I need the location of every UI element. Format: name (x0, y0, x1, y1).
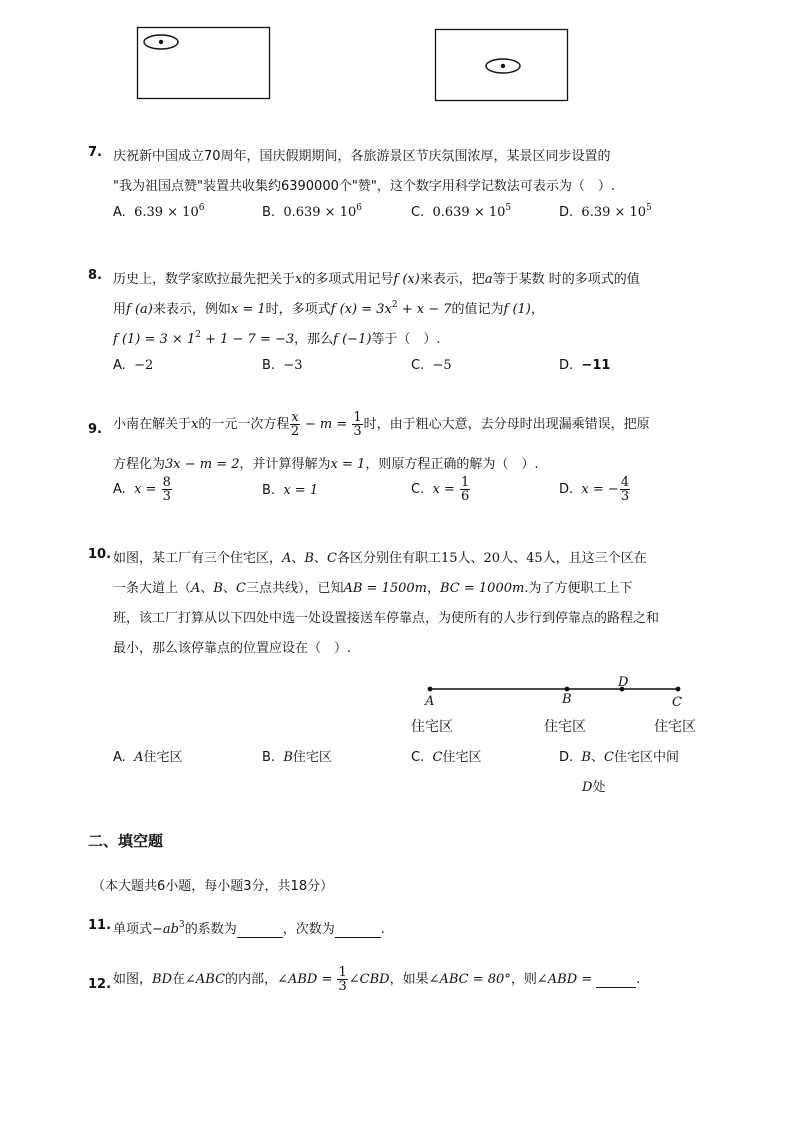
zone-b-caption: 住宅区 (544, 719, 586, 735)
option-b[interactable]: B. B住宅区 (262, 750, 332, 765)
question-number: 10. (88, 547, 112, 562)
question-number: 11. (88, 918, 112, 933)
option-a[interactable]: A. x = $\frac{8}{3}$ (113, 475, 171, 504)
question-number: 7. (88, 145, 102, 160)
question-text-line: 庆祝新中国成立70周年，国庆假期期间，各旅游景区节庆氛围浓厚，某景区同步设置的 (113, 149, 611, 164)
fraction: $\frac{x}{2}$ (290, 410, 300, 439)
option-b[interactable]: B. $0.639 \times 10^6$ (262, 203, 362, 220)
question-text-line: 方程化为3x − m = 2，并计算得解为x = 1，则原方程正确的解为（ ）. (113, 457, 539, 472)
question-text-line: 班，该工厂打算从以下四处中选一处设置接送车停靠点，为使所有的人步行到停靠点的路程之和 (113, 611, 660, 626)
option-d-continuation: D处 (582, 780, 606, 795)
option-a[interactable]: A. $6.39 \times 10^6$ (113, 203, 205, 220)
fraction: $\frac{1}{3}$ (338, 965, 347, 994)
question-number: 9. (88, 422, 102, 437)
zone-c-caption: 住宅区 (654, 719, 696, 735)
point-b-label: B (562, 692, 572, 707)
point-a-dot (428, 687, 433, 692)
zone-a-caption: 住宅区 (411, 719, 453, 735)
answer-blank[interactable] (596, 972, 636, 988)
answer-blank[interactable] (237, 922, 283, 938)
option-a[interactable]: A. −2 (113, 358, 154, 373)
point-b-dot (565, 687, 570, 692)
point-c-dot (676, 687, 681, 692)
question-text-line: 历史上，数学家欧拉最先把关于x的多项式用记号f (x)来表示，把a等于某数 时的多项式的值 (113, 272, 640, 287)
answer-blank[interactable] (335, 922, 381, 938)
fraction: $\frac{1}{3}$ (353, 410, 362, 439)
option-d[interactable]: D. $6.39 \times 10^5$ (559, 203, 652, 220)
option-c[interactable]: C. −5 (411, 358, 452, 373)
point-a-label: A (425, 694, 435, 709)
question-text-line: 小南在解关于x的一元一次方程 $\frac{x}{2}$ − m = $\frac{1}{3}$ 时，由于粗心大意，去分母时出现漏乘错误，把原 (113, 410, 650, 439)
option-d[interactable]: D. x = − $\frac{4}{3}$ (559, 475, 630, 504)
option-c[interactable]: C. $0.639 \times 10^5$ (411, 203, 512, 220)
point-d-label: D (618, 675, 629, 690)
question-text-line: 如图，某工厂有三个住宅区，A、B、C各区分别住有职工15人、20人、45人，且这三个区在 (113, 551, 647, 566)
option-b[interactable]: B. −3 (262, 358, 303, 373)
option-d[interactable]: D. B、C住宅区中间 (559, 750, 679, 765)
figure-box-left (136, 26, 274, 102)
question-text-line: "我为祖国点赞"装置共收集约6390000个"赞"，这个数字用科学记数法可表示为（ ）. (113, 179, 615, 194)
question-text-line: 一条大道上（A、B、C三点共线），已知AB = 1500m，BC = 1000m.为了方便职工上下 (113, 581, 633, 596)
question-text-line: 用f (a)来表示，例如x = 1时，多项式f $(x) = 3x^2 + x - 7$的值记为f (1)， (113, 300, 544, 317)
question-text-line: f $(1) = 3 \times 1^2 + 1 - 7 = -3$，那么f (−1)等于（ ）. (113, 330, 441, 347)
option-d[interactable]: D. −11 (559, 358, 611, 373)
point-c-label: C (672, 695, 682, 710)
option-c[interactable]: C. C住宅区 (411, 750, 482, 765)
option-c[interactable]: C. x = $\frac{1}{6}$ (411, 475, 470, 504)
figure-box-right (434, 28, 572, 104)
section-note: （本大题共6小题，每小题3分，共18分） (92, 879, 334, 894)
option-a[interactable]: A. A住宅区 (113, 750, 183, 765)
line-diagram (420, 678, 690, 702)
option-b[interactable]: B. x = 1 (262, 483, 319, 498)
question-text-line: 单项式$-ab^3$的系数为 ，次数为 . (113, 920, 385, 937)
question-text-line: 如图，BD在∠ABC的内部，∠ABD = $\frac{1}{3}$ ∠CBD，如果∠ABC = 80°，则∠ABD = . (113, 965, 641, 994)
question-text-line: 最小，那么该停靠点的位置应设在（ ）. (113, 641, 352, 656)
question-number: 12. (88, 977, 112, 992)
section-title: 二、填空题 (88, 832, 164, 850)
question-number: 8. (88, 268, 102, 283)
